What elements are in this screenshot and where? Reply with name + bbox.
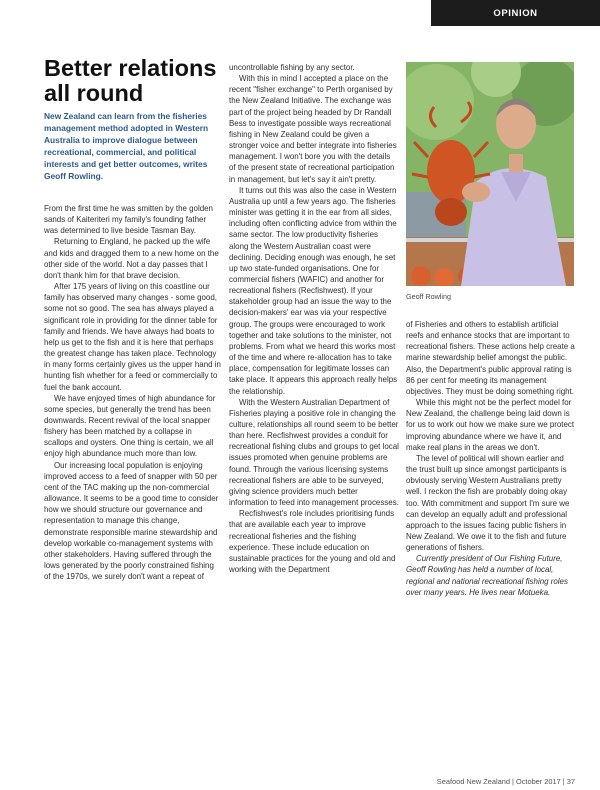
paragraph: While this might not be the perfect model for New Zealand, the challenge being laid down is for us to work out how we make sure we protect improving abundance where we have it, and make real plans in the areas we don't. bbox=[406, 398, 575, 452]
article-column-3 bbox=[406, 319, 576, 598]
author-bio: Currently president of Our Fishing Future, Geoff Rowling has held a number of local, regional and national recreational fishing roles over many years. He lives near Motueka. bbox=[406, 554, 568, 597]
page-footer: Seafood New Zealand | October 2017 | 37 bbox=[436, 777, 575, 786]
author-photo bbox=[406, 62, 574, 286]
section-tab bbox=[431, 0, 600, 26]
section-label: OPINION bbox=[493, 7, 538, 19]
photo-illustration bbox=[406, 62, 574, 286]
paragraph: With this in mind I accepted a place on the recent "fisher exchange" to Perth organised by the New Zealand Initiative. The exchange was part of the project being headed by Dr Randall Bess to investigate possible ways recreational fishing in New Zealand could be given a stronger voice and better integrate into fisheries management. I won't bore you with the details of the present state of recreational participation in management, but let's say it ain't pretty. bbox=[229, 74, 397, 184]
standfirst: New Zealand can learn from the fisheries management method adopted in Western Australia to improve dialogue between recreational, commercial, and political interests and get better outcomes, writes Geoff Rowling. bbox=[44, 111, 209, 182]
paragraph: The level of political will shown earlier and the trust built up since amongst participants is obviously serving Western Australians pretty well. I reckon the fish are probably doing okay too. With commitment and support I'm sure we can develop an equally adult and professional approach to the issues facing public fishers in New Zealand. We owe it to the fish and future generations of fishers. bbox=[406, 453, 570, 553]
headline: Better relations all round bbox=[44, 55, 217, 106]
paragraph: It turns out this was also the case in Western Australia up until a few years ago. The fisheries minister was getting it in the ear from all sides, including often conflicting advice from within the same sector. The low productivity fisheries along the Western Australian coast were declining. Deciding enough was enough, he set up two state-funded organisations. One for commercial fishers (WAFIC) and another for recreational fishers (Recfishwest). If your stakeholder group had an issue the way to the decision-makers' ear was via your respective group. The groups were encouraged to work together and take solutions to the minister, not problems. From what we heard this works most of the time and where re-allocation has to take place, compensation for legitimate losses can take place. It appears this approach really helps the relationship. bbox=[229, 185, 398, 396]
paragraph: From the first time he was smitten by the golden sands of Kaiteriteri my family's founding father was determined to live beside Tasman Bay. bbox=[44, 204, 213, 236]
article-column-1 bbox=[44, 203, 222, 582]
article-column-2 bbox=[229, 62, 399, 575]
photo-caption: Geoff Rowling bbox=[406, 292, 452, 301]
paragraph: After 175 years of living on this coastline our family has observed many changes - some good, some not so good. The sea has always played a significant role in providing for the dinner table for family and friends. We have always had boats to help us get to the fish and it is here that perhaps the greatest change has taken place. Technology in many forms certainly gives us the upper hand in hunting fish whether for a feed or commercially to fuel the bank account. bbox=[44, 282, 221, 392]
paragraph: of Fisheries and others to establish artificial reefs and enhance stocks that are important to recreational fishers. These actions help create a marine stewardship belief amongst the public. Also, the Department's public approval rating is 86 per cent for meeting its management objectives. They must be doing something right. bbox=[406, 320, 575, 396]
paragraph: Our increasing local population is enjoying improved access to a feed of snapper with 50 per cent of the TAC making up the non-commercial allowance. It seems to be a good time to consider how we should structure our governance and representation to manage this change, demonstrate responsible marine stewardship and develop workable co-management systems with other stakeholders. Having suffered through the lows generated by the poorly constrained fishing of the 1970s, we surely don't want a repeat of bbox=[44, 460, 219, 582]
paragraph: uncontrollable fishing by any sector. bbox=[229, 63, 355, 72]
paragraph: We have enjoyed times of high abundance for some species, but generally the trend has been downwards. Recent revival of the local snapper fishery has been matched by a collapse in scallops and oysters. One thing is certain, we all enjoy high abundance much more than low. bbox=[44, 393, 216, 459]
paragraph: With the Western Australian Department of Fisheries playing a positive role in changing the culture, relationships all round seem to be better than here. Recfishwest provides a conduit for recreational fishing clubs and groups to get local issues promoted when genuine problems are found. Through the various licensing systems recreational fishers are able to be surveyed, giving science providers much better information to feed into management processes. bbox=[229, 397, 399, 508]
paragraph: Recfishwest's role includes prioritising funds that are available each year to improve recreational fisheries and the fishing experience. These include education on sustainable practices for the young and old and working with the Department bbox=[229, 509, 396, 575]
paragraph: Returning to England, he packed up the wife and kids and dragged them to a new home on the other side of the world. Not a day passes that I don't thank him for that brave decision. bbox=[44, 237, 219, 280]
